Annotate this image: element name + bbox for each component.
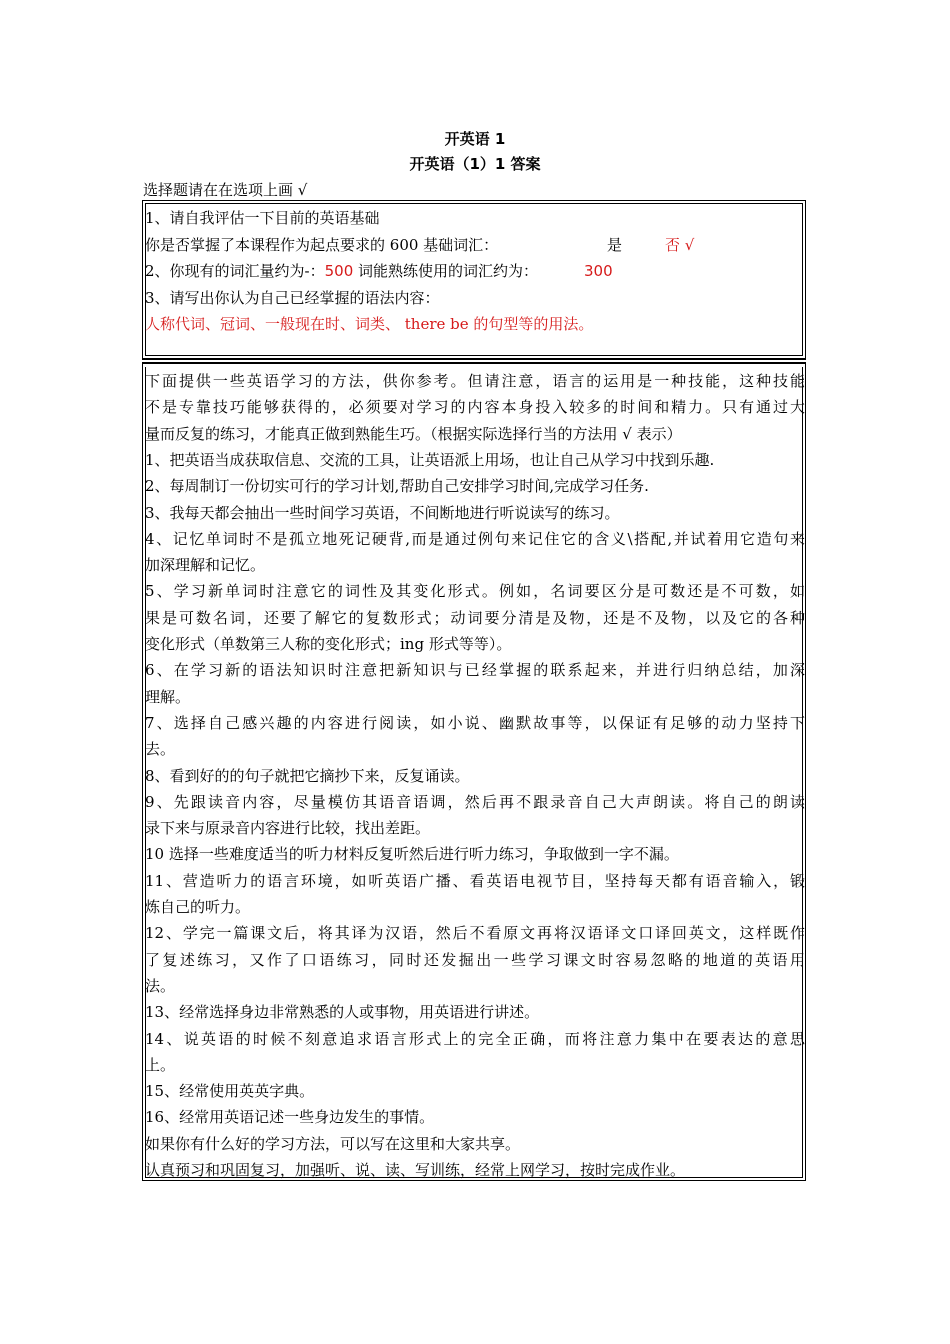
method-line: 上。	[145, 1055, 176, 1074]
method-line: 1、把英语当成获取信息、交流的工具，让英语派上用场，也让自己从学习中找到乐趣.	[145, 450, 715, 469]
q3-answer: 人称代词、冠词、一般现在时、词类、 there be 的句型等的用法。	[145, 315, 594, 333]
q2-line	[145, 261, 538, 281]
q2-middle: 词能熟练使用的词汇约为：	[353, 262, 539, 280]
method-line: 2、每周制订一份切实可行的学习计划,帮助自己安排学习时间,完成学习任务.	[145, 477, 649, 496]
instruction: 选择题请在在选项上画 √	[143, 181, 308, 199]
q2-vocab-answer: 500	[324, 262, 354, 280]
doc-subtitle: 开英语（1）1 答案	[409, 155, 541, 173]
q2-prefix: 2、你现有的词汇量约为-：	[145, 262, 325, 280]
method-line: 14、说英语的时候不刻意追求语言形式上的完全正确，而将注意力集中在要表达的意思	[145, 1029, 805, 1048]
method-line: 了复述练习，又作了口语练习，同时还发掘出一些学习课文时容易忽略的地道的英语用	[145, 950, 805, 969]
method-line: 下面提供一些英语学习的方法，供你参考。但请注意，语言的运用是一种技能，这种技能	[145, 372, 805, 390]
method-line: 4、记忆单词时不是孤立地死记硬背,而是通过例句来记住它的含义\搭配,并试着用它造句来	[145, 529, 805, 548]
method-line: 加深理解和记忆。	[145, 556, 266, 575]
method-line: 3、我每天都会抽出一些时间学习英语，不间断地进行听说读写的练习。	[145, 503, 620, 522]
option-no-selected: 否 √	[665, 236, 695, 254]
method-line: 6、在学习新的语法知识时注意把新知识与已经掌握的联系起来，并进行归纳总结，加深	[145, 661, 805, 680]
doc-title: 开英语 1	[444, 130, 506, 148]
method-line: 变化形式（单数第三人称的变化形式；ing 形式等等）。	[145, 635, 512, 653]
method-line: 16、经常用英语记述一些身边发生的事情。	[145, 1108, 435, 1127]
method-line: 炼自己的听力。	[145, 898, 251, 916]
method-line: 9、先跟读音内容，尽量模仿其语音语调，然后再不跟录音自己大声朗读。将自己的朗读	[145, 792, 805, 811]
method-line: 7、选择自己感兴趣的内容进行阅读，如小说、幽默故事等，以保证有足够的动力坚持下	[145, 713, 805, 732]
method-line: 5、学习新单词时注意它的词性及其变化形式。例如，名词要区分是可数还是不可数，如	[145, 582, 805, 601]
method-line: 13、经常选择身边非常熟悉的人或事物，用英语进行讲述。	[145, 1003, 540, 1022]
method-line: 15、经常使用英英字典。	[145, 1082, 315, 1101]
method-line: 10 选择一些难度适当的听力材料反复听然后进行听力练习，争取做到一字不漏。	[145, 845, 679, 864]
method-line: 11、营造听力的语言环境，如听英语广播、看英语电视节目，坚持每天都有语音输入，锻	[145, 871, 805, 890]
option-yes: 是	[607, 236, 623, 254]
method-line: 去。	[145, 740, 176, 759]
method-line: 法。	[145, 976, 176, 995]
method-line: 不是专靠技巧能够获得的，必须要对学习的内容本身投入较多的时间和精力。只有通过大	[145, 398, 805, 417]
method-line: 12、学完一篇课文后，将其译为汉语，然后不看原文再将汉语译文口译回英文，这样既作	[145, 924, 805, 943]
method-line: 理解。	[145, 687, 191, 706]
method-line: 8、看到好的的句子就把它摘抄下来，反复诵读。	[145, 766, 470, 785]
method-line: 果是可数名词，还要了解它的复数形式；动词要分清是及物，还是不及物，以及它的各种	[145, 608, 805, 627]
q1-label: 1、请自我评估一下目前的英语基础	[145, 209, 380, 227]
q2-active-answer: 300	[584, 262, 613, 280]
q1-question: 你是否掌握了本课程作为起点要求的 600 基础词汇：	[145, 236, 499, 254]
method-line: 认真预习和巩固复习，加强听、说、读、写训练，经常上网学习，按时完成作业。	[145, 1161, 686, 1179]
q3-label: 3、请写出你认为自己已经掌握的语法内容：	[145, 289, 440, 307]
method-line: 量而反复的练习，才能真正做到熟能生巧。（根据实际选择行当的方法用 √ 表示）	[145, 424, 682, 443]
method-line: 录下来与原录音内容进行比较，找出差距。	[145, 819, 431, 838]
method-line: 如果你有什么好的学习方法，可以写在这里和大家共享。	[145, 1134, 521, 1153]
